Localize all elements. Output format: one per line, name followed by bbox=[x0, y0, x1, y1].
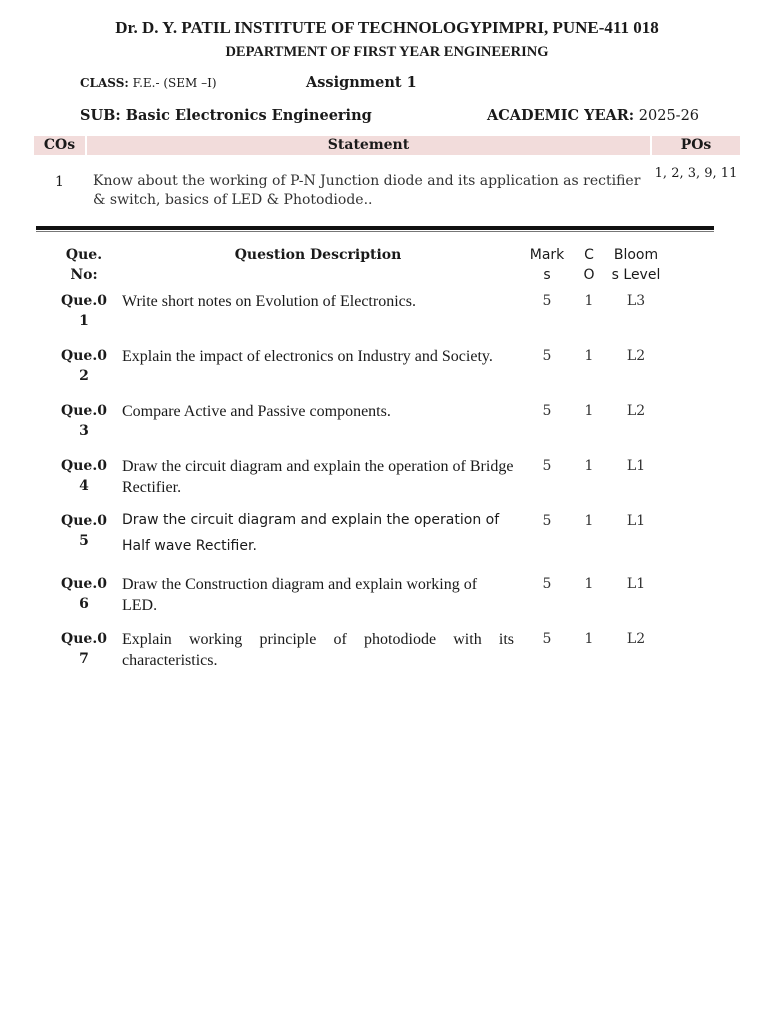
question-co: 1 bbox=[584, 293, 594, 309]
question-bloom-level: L2 bbox=[626, 403, 646, 419]
question-row bbox=[0, 629, 768, 681]
question-row bbox=[0, 291, 768, 343]
question-number: Que.0 2 bbox=[61, 348, 107, 384]
co-pos-list: 1, 2, 3, 9, 11 bbox=[654, 166, 738, 181]
question-row bbox=[0, 346, 768, 398]
question-text: Draw the Construction diagram and explain working of LED. bbox=[122, 576, 478, 614]
question-co: 1 bbox=[584, 631, 594, 647]
question-marks: 5 bbox=[542, 576, 552, 592]
header-blooms-level: Bloom s Level bbox=[611, 247, 661, 283]
question-number: Que.0 4 bbox=[61, 458, 107, 494]
class-line bbox=[80, 76, 217, 90]
question-bloom-level: L1 bbox=[626, 576, 646, 592]
question-number: Que.0 6 bbox=[61, 576, 107, 612]
question-number: Que.0 5 bbox=[61, 513, 107, 549]
question-row bbox=[0, 456, 768, 508]
question-marks: 5 bbox=[542, 631, 552, 647]
section-divider bbox=[36, 226, 714, 230]
co-number: 1 bbox=[55, 174, 64, 190]
co-header-cos: COs bbox=[34, 136, 85, 155]
question-number: Que.0 3 bbox=[61, 403, 107, 439]
question-text: Draw the circuit diagram and explain the operation of Bridge Rectifier. bbox=[122, 458, 514, 496]
question-co: 1 bbox=[584, 458, 594, 474]
co-table-header bbox=[34, 136, 740, 155]
assignment-title: Assignment 1 bbox=[306, 74, 417, 91]
subject-line: SUB: Basic Electronics Engineering bbox=[80, 107, 372, 124]
co-statement: Know about the working of P-N Junction diode and its application as rectifier & switch, basics of LED & Photodiode.. bbox=[93, 173, 641, 208]
question-number: Que.0 1 bbox=[61, 293, 107, 329]
academic-year-value: 2025-26 bbox=[634, 108, 700, 124]
question-number: Que.0 7 bbox=[61, 631, 107, 667]
header-co: C O bbox=[583, 247, 595, 283]
institute-name: Dr. D. Y. PATIL INSTITUTE OF TECHNOLOGYPIMPRI, PUNE-411 018 bbox=[115, 18, 659, 37]
question-co: 1 bbox=[584, 348, 594, 364]
question-text: Explain the impact of electronics on Industry and Society. bbox=[122, 348, 493, 365]
question-bloom-level: L3 bbox=[626, 293, 646, 309]
academic-year-label: ACADEMIC YEAR: bbox=[487, 107, 635, 124]
question-row bbox=[0, 401, 768, 453]
question-row bbox=[0, 511, 768, 563]
question-marks: 5 bbox=[542, 348, 552, 364]
question-co: 1 bbox=[584, 513, 594, 529]
question-marks: 5 bbox=[542, 458, 552, 474]
question-bloom-level: L2 bbox=[626, 631, 646, 647]
question-bloom-level: L2 bbox=[626, 348, 646, 364]
question-co: 1 bbox=[584, 576, 594, 592]
question-bloom-level: L1 bbox=[626, 458, 646, 474]
question-bloom-level: L1 bbox=[626, 513, 646, 529]
question-marks: 5 bbox=[542, 293, 552, 309]
co-header-pos: POs bbox=[652, 136, 740, 155]
question-text: Explain working principle of photodiode with its characteristics. bbox=[122, 631, 514, 669]
academic-year bbox=[487, 107, 699, 124]
question-marks: 5 bbox=[542, 403, 552, 419]
question-marks: 5 bbox=[542, 513, 552, 529]
class-value: F.E.- (SEM –I) bbox=[128, 76, 217, 90]
question-row bbox=[0, 574, 768, 626]
header-marks: Mark s bbox=[529, 247, 565, 283]
question-text: Write short notes on Evolution of Electronics. bbox=[122, 293, 416, 310]
question-text: Draw the circuit diagram and explain the operation of Half wave Rectifier. bbox=[122, 512, 500, 554]
header-que-no: Que. No: bbox=[65, 247, 103, 283]
question-co: 1 bbox=[584, 403, 594, 419]
co-header-statement: Statement bbox=[87, 136, 650, 155]
header-question-description: Question Description bbox=[234, 247, 402, 263]
department-name: DEPARTMENT OF FIRST YEAR ENGINEERING bbox=[225, 44, 549, 60]
section-divider-thin bbox=[36, 231, 714, 232]
question-text: Compare Active and Passive components. bbox=[122, 403, 391, 420]
class-label: CLASS: bbox=[80, 76, 129, 90]
